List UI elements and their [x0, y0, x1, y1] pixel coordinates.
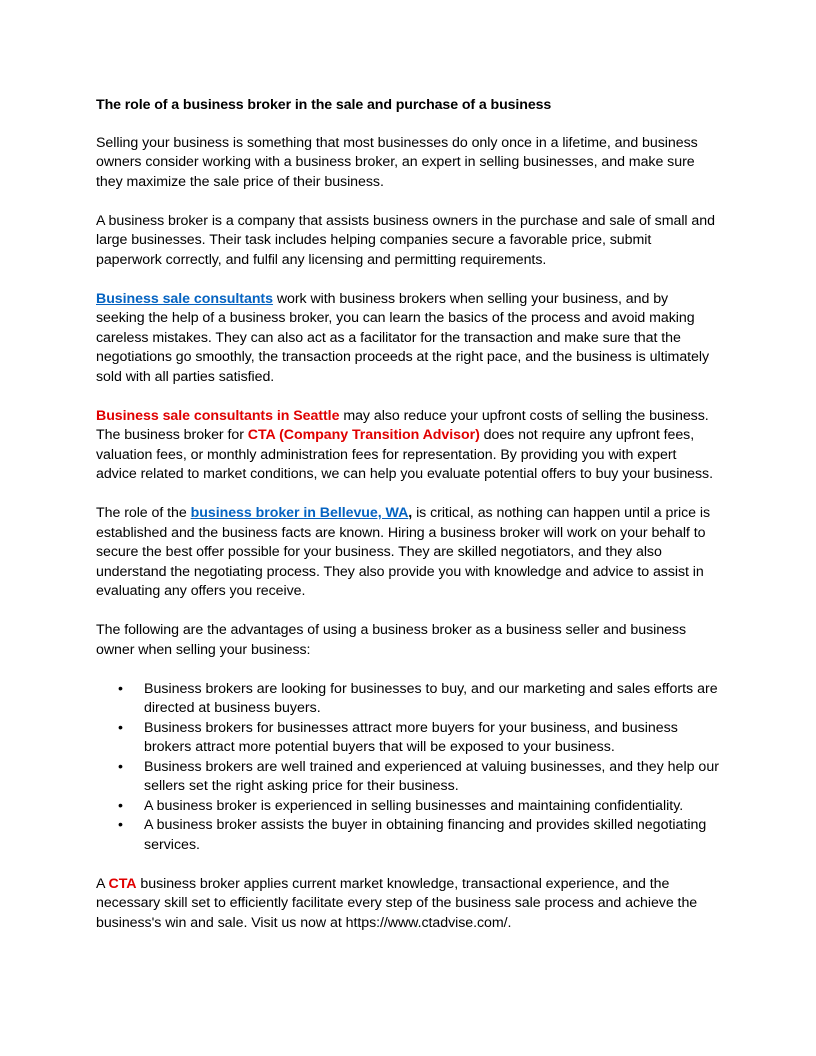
paragraph-closing-text-1: A — [96, 875, 109, 892]
list-item-text: Business brokers for businesses attract more buyers for your business, and business brokers attract more potential buyers that will be exposed to your business. — [144, 719, 678, 755]
paragraph-bellevue-text-1: The role of the — [96, 505, 191, 521]
bullet-icon: • — [118, 758, 123, 775]
cta-highlight: CTA — [108, 875, 137, 892]
paragraph-closing-text-2: business broker applies current market knowledge, transactional experience, and the necessary skill set to efficiently facilitate every step of the business sale process and achieve the business's win and sale. Visit us now at https://www.ctadvise.com/. — [96, 875, 698, 931]
bullet-icon: • — [118, 797, 123, 814]
paragraph-bellevue — [96, 504, 720, 602]
list-item-text: A business broker assists the buyer in obtaining financing and provides skilled negotiating services. — [144, 817, 707, 853]
paragraph-seattle — [96, 407, 720, 485]
paragraph-consultants — [96, 290, 720, 388]
paragraph-bellevue-comma: , — [408, 505, 413, 521]
list-item — [96, 816, 720, 855]
paragraph-intro: Selling your business is something that most businesses do only once in a lifetime, and business owners consider working with a business broker, an expert in selling businesses, and make sure they maximize the sale price of their business. — [96, 134, 698, 190]
list-item-text: Business brokers are well trained and experienced at valuing businesses, and they help our sellers set the right asking price for their business. — [144, 758, 719, 794]
advantages-list — [96, 680, 720, 856]
list-item — [96, 758, 720, 797]
paragraph-advantages-intro: The following are the advantages of using a business broker as a business seller and business owner when selling your business: — [96, 622, 687, 658]
paragraph-closing — [96, 875, 720, 934]
list-item — [96, 719, 720, 758]
list-item — [96, 797, 720, 817]
bullet-icon: • — [118, 719, 123, 736]
paragraph-seattle-text-1: may also reduce your upfront costs of selling the business. The business broker for — [96, 407, 709, 443]
list-item-text: A business broker is experienced in selling businesses and maintaining confidentiality. — [144, 797, 684, 814]
paragraph-bellevue-text-2: is critical, as nothing can happen until a price is established and the business facts are known. Hiring a business broker will work on your behalf to secure the best offer possible for your business. They are skilled negotiators, and they also understand the negotiating process. They also provide you with knowledge and advice to assist in evaluating any offers you receive. — [96, 505, 711, 599]
cta-company-highlight: CTA (Company Transition Advisor) — [247, 427, 480, 443]
business-broker-bellevue-link[interactable]: business broker in Bellevue, WA — [190, 505, 409, 521]
list-item — [96, 680, 720, 719]
bullet-icon: • — [118, 817, 123, 833]
paragraph-consultants-text: work with business brokers when selling your business, and by seeking the help of a business broker, you can learn the basics of the process and avoid making careless mistakes. They can also act as a facilitator for the transaction and make sure that the negotiations go smoothly, the transaction proceeds at the right pace, and the business is ultimately sold with all parties satisfied. — [96, 290, 710, 385]
paragraph-definition: A business broker is a company that assists business owners in the purchase and sale of small and large businesses. Their task includes helping companies secure a favorable price, submit paperwork correctly, and fulfil any licensing and permitting requirements. — [96, 212, 715, 268]
list-item-text: Business brokers are looking for businesses to buy, and our marketing and sales efforts are directed at business buyers. — [144, 680, 718, 716]
seattle-consultants-highlight: Business sale consultants in Seattle — [96, 407, 340, 424]
business-sale-consultants-link[interactable]: Business sale consultants — [96, 290, 273, 307]
bullet-icon: • — [118, 680, 123, 697]
document-title: The role of a business broker in the sale and purchase of a business — [96, 97, 552, 113]
paragraph-seattle-text-2: does not require any upfront fees, valuation fees, or monthly administration fees for representation. By providing you with expert advice related to market conditions, we can help you evaluate potential offers to buy your business. — [96, 427, 713, 482]
